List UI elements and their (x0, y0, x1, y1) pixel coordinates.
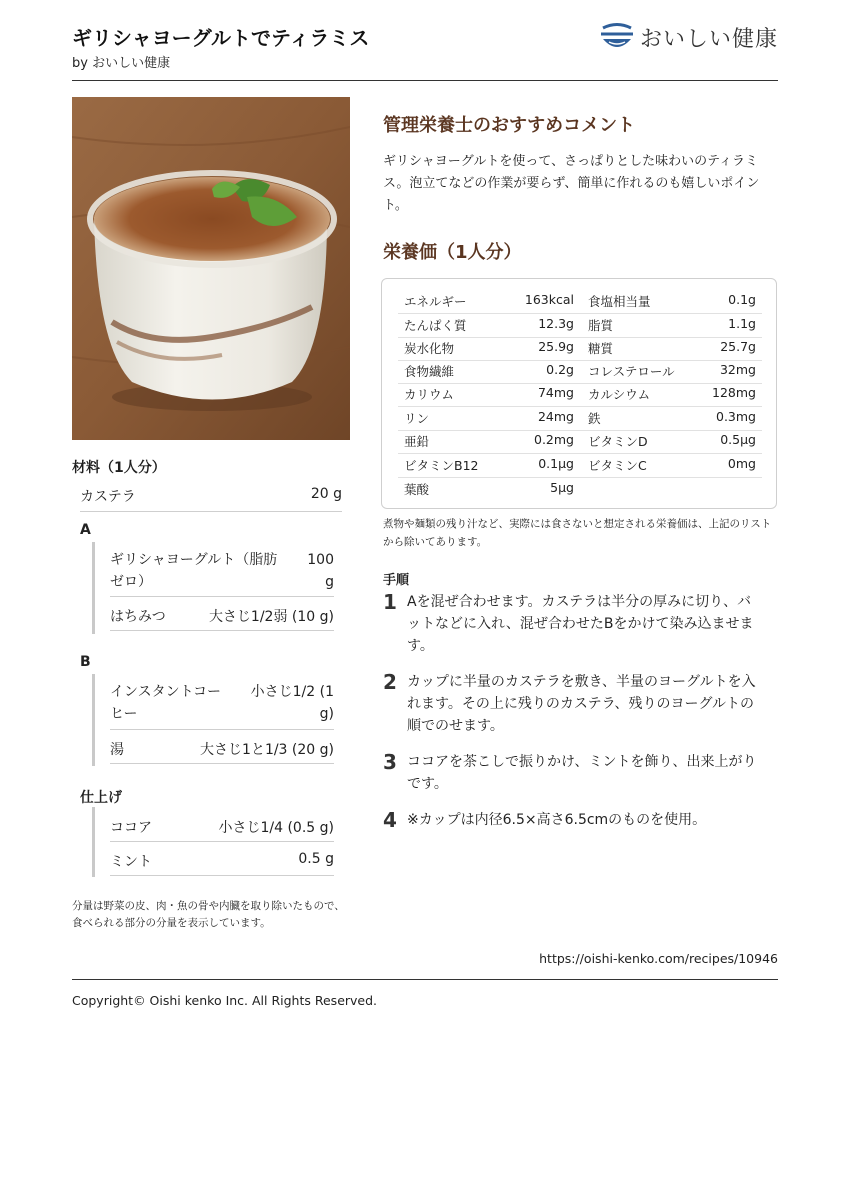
nutrient-name: 食物繊維 (404, 364, 455, 379)
nutrition-item (404, 316, 574, 334)
nutrition-table (381, 278, 777, 509)
row-divider (110, 841, 334, 842)
step-number: 1 (383, 590, 397, 614)
row-divider (398, 337, 762, 338)
byline: by おいしい健康 (72, 56, 171, 71)
nutrient-value: 0.5μg (720, 432, 756, 447)
nutrition-item (404, 432, 574, 450)
row-divider (398, 313, 762, 314)
ingredient-name: ココア (110, 820, 152, 836)
ingredient-name (110, 681, 221, 725)
ingredient-row (110, 739, 334, 759)
nutrient-name: 食塩相当量 (588, 294, 651, 309)
step-text: ココアを茶こしで振りかけ、ミントを飾り、出来上がりです。 (407, 754, 757, 792)
logo-text: おいしい健康 (640, 26, 779, 52)
ingredient-amount: 小さじ1/4 (0.5 g) (218, 820, 334, 836)
nutrient-value: 0.2g (546, 362, 574, 377)
nutrient-name: エネルギー (404, 294, 467, 309)
nutrient-value: 12.3g (538, 316, 574, 331)
ingredients-title: 材料（1人分） (72, 460, 166, 476)
group-a-bar (92, 542, 95, 634)
nutrient-value: 0.1g (728, 292, 756, 307)
nutrient-name: 鉄 (588, 411, 601, 426)
page-title: ギリシャヨーグルトでティラミス (72, 26, 370, 50)
row-divider (110, 729, 334, 730)
nutrient-value: 0.3mg (716, 409, 756, 424)
ingredient-amount: 0.5 g (298, 851, 334, 867)
step-text: Aを混ぜ合わせます。カステラは半分の厚みに切り、バットなどに入れ、混ぜ合わせたBをかけて染み込ませます。 (407, 594, 754, 654)
row-divider (398, 383, 762, 384)
nutrient-name: ビタミンC (588, 458, 647, 473)
nutrition-item (588, 339, 756, 357)
nutrient-value: 5μg (550, 480, 574, 495)
nutrient-value: 0mg (727, 456, 756, 471)
ingredient-amount: 大さじ1/2弱 (10 g) (208, 609, 334, 625)
bowl-logo-icon (600, 22, 634, 52)
ingredient-name: カステラ (80, 489, 136, 505)
nutrition-item (404, 385, 574, 403)
row-divider (398, 453, 762, 454)
nutrient-value: 0.2mg (534, 432, 574, 447)
brand-logo (600, 20, 780, 54)
nutrition-item (404, 339, 574, 357)
ingredient-name: 湯 (110, 742, 124, 758)
nutrition-item (588, 292, 756, 310)
row-divider (110, 596, 334, 597)
nutrient-name: 糖質 (588, 341, 614, 356)
nutrient-value: 0.1μg (538, 456, 574, 471)
nutrient-name: 葉酸 (404, 482, 430, 497)
nutrition-item (588, 409, 756, 427)
ingredient-row (110, 681, 334, 725)
nutrient-name: たんぱく質 (404, 318, 467, 333)
ingredient-amount-line: 小さじ1/2 (1 (250, 684, 334, 700)
ingredient-name: はちみつ (110, 609, 166, 625)
nutrient-name: リン (404, 411, 430, 426)
nutrient-value: 25.9g (538, 339, 574, 354)
ingredient-amount: 20 g (310, 486, 342, 502)
nutrition-item (404, 456, 574, 474)
nutrition-item (588, 432, 756, 450)
comment-title: 管理栄養士のおすすめコメント (383, 115, 636, 136)
ingredient-name: ミント (110, 854, 152, 870)
row-divider (398, 360, 762, 361)
nutrient-name: コレステロール (588, 364, 675, 379)
nutrition-item (588, 456, 756, 474)
row-divider (110, 763, 334, 764)
ingredient-name-line: ヒー (110, 706, 138, 722)
ingredient-name (110, 549, 290, 593)
step-number: 2 (383, 670, 397, 694)
ingredient-amount: 大さじ1と1/3 (20 g) (200, 742, 334, 758)
nutrient-name: ビタミンB12 (404, 458, 479, 473)
nutrient-name: カリウム (404, 387, 454, 402)
ingredient-row (110, 606, 334, 626)
nutrient-name: カルシウム (588, 387, 651, 402)
ingredient-name-line: インスタントコー (110, 684, 222, 700)
nutrient-name: 亜鉛 (404, 434, 430, 449)
group-label-a: A (80, 522, 91, 538)
ingredient-row (110, 851, 334, 871)
footer-divider (72, 979, 778, 980)
step-text: ※カップは内径6.5×高さ6.5cmのものを使用。 (407, 812, 707, 828)
ingredient-amount-line: 100 (307, 552, 334, 568)
steps-title: 手順 (383, 573, 410, 588)
nutrient-value: 24mg (537, 409, 574, 424)
row-divider (80, 511, 342, 512)
ingredient-name-line: ギリシャヨーグルト（脂肪 (110, 552, 278, 568)
row-divider (110, 875, 334, 876)
nutrient-value: 74mg (537, 385, 574, 400)
ingredient-row (80, 486, 342, 506)
nutrition-item (404, 362, 574, 380)
step-text: カップに半量のカステラを敷き、半量のヨーグルトを入れます。その上に残りのカステラ、残りのヨーグルトの順でのせます。 (407, 674, 756, 734)
nutrient-name: ビタミンD (588, 434, 648, 449)
row-divider (398, 430, 762, 431)
row-divider (398, 477, 762, 478)
nutrient-value: 128mg (712, 385, 756, 400)
ingredients-note: 分量は野菜の皮、肉・魚の骨や内臓を取り除いたもので、 食べられる部分の分量を表示しています。 (72, 900, 345, 929)
nutrition-item (588, 362, 756, 380)
nutrition-item (404, 480, 574, 498)
nutrition-item (588, 316, 756, 334)
nutrient-name: 炭水化物 (404, 341, 455, 356)
step-number: 4 (383, 808, 397, 832)
group-finish-bar (92, 807, 95, 877)
recipe-url-link[interactable]: https://oishi-kenko.com/recipes/10946 (539, 951, 778, 966)
header-divider (72, 80, 778, 81)
nutrient-value: 163kcal (524, 292, 574, 307)
step-number: 3 (383, 750, 397, 774)
ingredient-row (110, 549, 334, 593)
nutrition-item (404, 292, 574, 310)
copyright: Copyright© Oishi kenko Inc. All Rights Reserved. (72, 993, 378, 1008)
ingredient-amount (251, 681, 334, 725)
nutrition-title: 栄養価（1人分） (383, 242, 522, 263)
nutrient-value: 32mg (719, 362, 756, 377)
ingredient-row (110, 817, 334, 837)
nutrition-item (588, 385, 756, 403)
nutrition-note: 煮物や麺類の残り汁など、実際には食さないと想定される栄養価は、上記のリストから除いてあります。 (383, 518, 772, 548)
comment-text: ギリシャヨーグルトを使って、さっぱりとした味わいのティラミス。泡立てなどの作業が要らず、簡単に作れるのも嬉しいポイント。 (383, 154, 760, 213)
row-divider (398, 406, 762, 407)
row-divider (110, 630, 334, 631)
nutrient-value: 1.1g (728, 316, 756, 331)
tiramisu-photo (72, 97, 350, 440)
ingredient-amount-line: g (325, 574, 334, 590)
ingredient-name-line: ゼロ） (110, 574, 152, 590)
group-label-finish: 仕上げ (80, 790, 122, 806)
nutrient-name: 脂質 (588, 318, 614, 333)
nutrition-item (404, 409, 574, 427)
ingredient-amount-line: g) (319, 706, 334, 722)
ingredient-amount (307, 549, 334, 593)
group-label-b: B (80, 654, 91, 670)
nutrient-value: 25.7g (720, 339, 756, 354)
group-b-bar (92, 674, 95, 766)
